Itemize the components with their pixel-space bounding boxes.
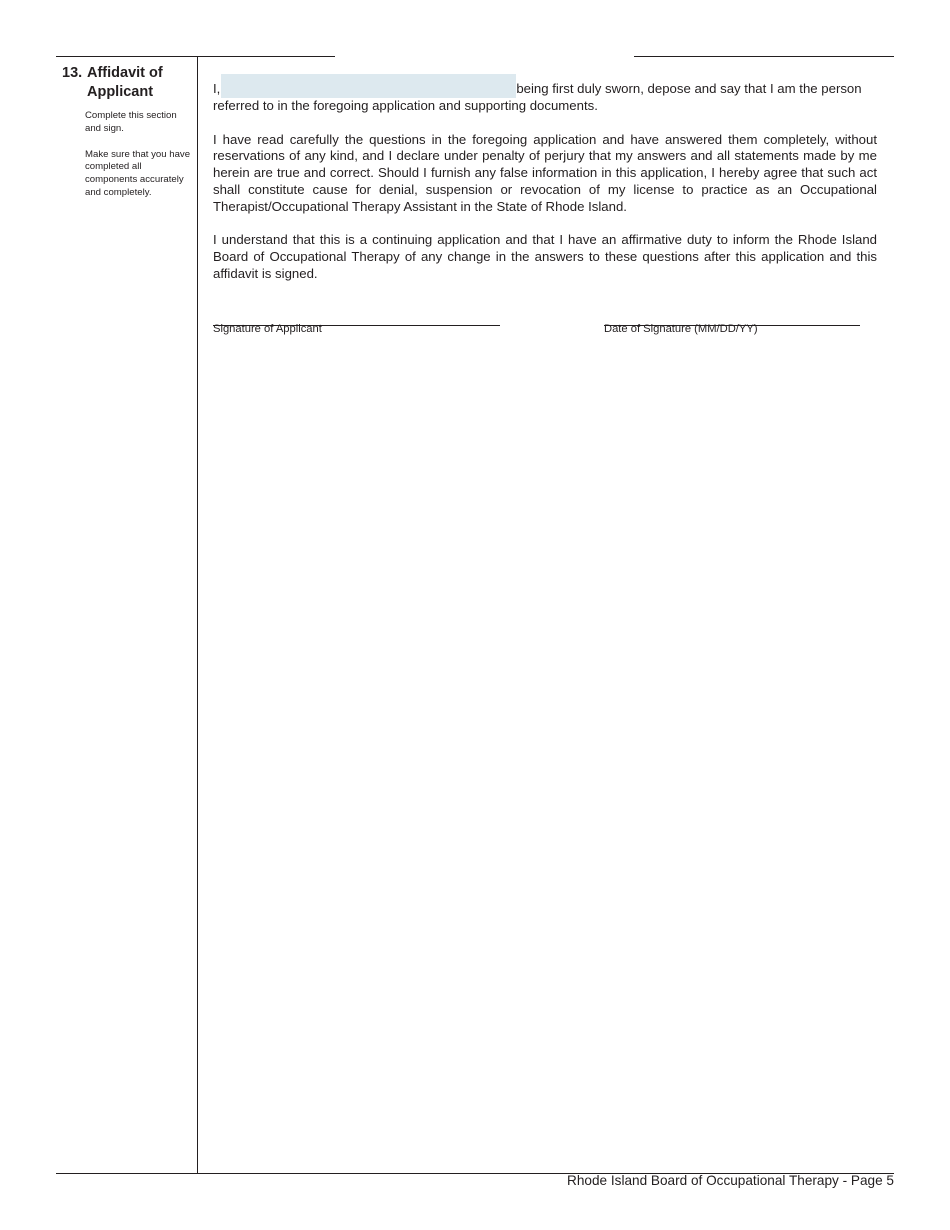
oath-line — [213, 74, 877, 98]
top-right-rule — [634, 56, 894, 57]
signature-date-label: Date of Signature (MM/DD/YY) — [604, 323, 758, 335]
applicant-name-field[interactable] — [221, 74, 516, 98]
oath-line-suffix: being first duly sworn, depose and say that I am the person — [516, 81, 862, 97]
top-left-rule — [56, 56, 335, 57]
column-divider — [197, 57, 198, 1174]
oath-line-continuation: referred to in the foregoing application and supporting documents. — [213, 98, 598, 113]
section-sidebar — [62, 64, 194, 200]
affidavit-body — [213, 74, 877, 300]
oath-prefix: I, — [213, 81, 221, 97]
section-heading — [62, 64, 194, 102]
continuing-duty-paragraph: I understand that this is a continuing application and that I have an affirmative duty to inform the Rhode Island Board of Occupational Therapy of any change in the answers to these questions after this application and this affidavit is signed. — [213, 232, 877, 281]
instruction-note: Complete this section and sign. — [85, 110, 177, 134]
applicant-signature-label: Signature of Applicant — [213, 323, 322, 335]
completeness-note: Make sure that you have completed all components accurately and completely. — [85, 148, 191, 198]
page-footer: Rhode Island Board of Occupational Therapy - Page 5 — [567, 1173, 894, 1188]
section-title: Affidavit of Applicant — [87, 65, 163, 100]
oath-paragraph — [213, 74, 877, 115]
perjury-paragraph: I have read carefully the questions in the foregoing application and have answered them completely, without reservations of any kind, and I declare under penalty of perjury that my answers and all statements made by me herein are true and correct. Should I furnish any false information in this application, I hereby agree that such act shall constitute cause for denial, suspension or revocation of my license to practice as an Occupational Therapist/Occupational Therapy Assistant in the State of Rhode Island. — [213, 131, 877, 214]
section-number: 13. — [62, 65, 83, 81]
